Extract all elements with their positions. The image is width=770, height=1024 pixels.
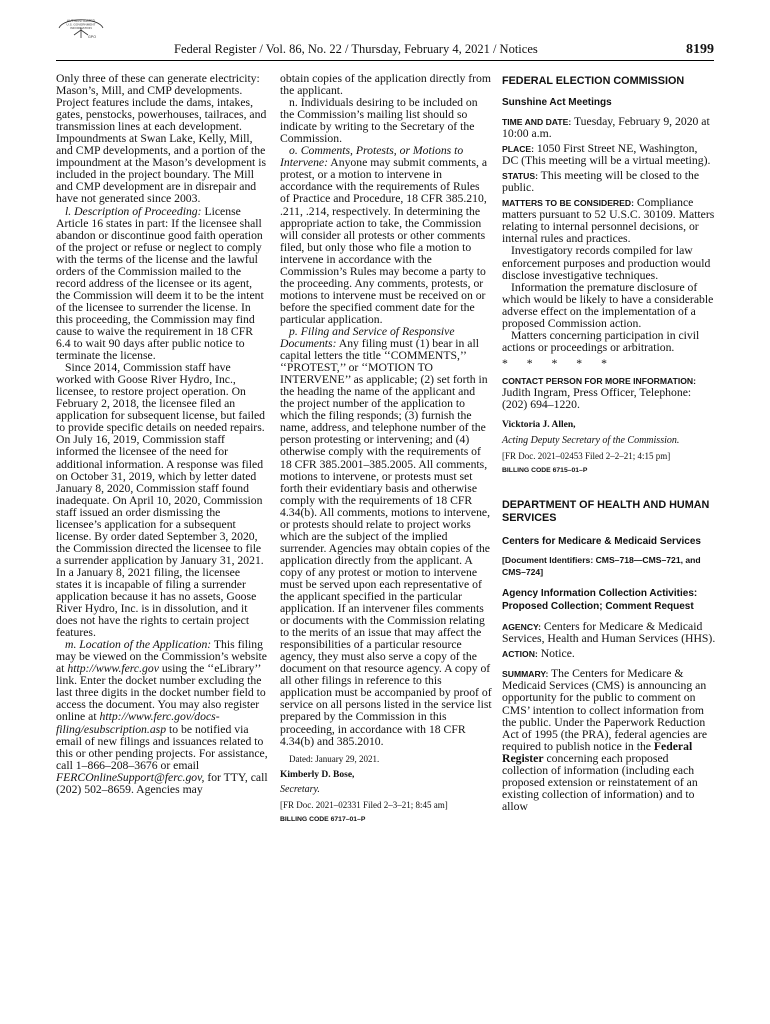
paragraph: Information the premature disclosure of which would be likely to have a considerable adverse effect on the implementation of a proposed Commission action. [502, 280, 714, 330]
time-and-date [502, 116, 716, 140]
item-text: Any filing must (1) bear in all capital letters the title ‘‘COMMENTS,’’ ‘‘PROTEST,’’ or ‘‘MOTION TO INTERVENE’’ as applicable; (2) set forth in the heading the name of the applicant and the project number of the application to which the filing responds; (3) furnish the name, address, and telephone number of the person protesting or intervening; and (4) otherwise comply with the requirements of 18 CFR 385.2001–385.2005. All comments, motions to intervene, or protests must set forth their evidentiary basis and otherwise comply with the requirements of 18 CFR 4.34(b). All comments, motions to intervene, or protests should relate to project works which are the subject of the implied surrender. Agencies may obtain copies of the application directly from the applicant. A copy of any protest or motion to intervene must be served upon each representative of the applicant specified in the particular application. If an intervener files comments or documents with the Commission relating to the merits of an issue that may affect the responsibilities of a particular resource agency, they must also serve a copy of the document on that resource agency. A copy of all other filings in reference to this application must be accompanied by proof of service on all persons listed in the service list prepared by the Commission in this proceeding, in accordance with 18 CFR 4.34(b) and 385.2010. [280, 337, 492, 748]
item-text: for TTY, call (202) 502–8659. Agencies may [56, 770, 268, 796]
field-value: This meeting will be closed to the public. [502, 169, 700, 195]
item-text: This filing may be viewed on the Commission’s website at [56, 638, 267, 676]
paragraph: Matters concerning participation in civil actions or proceedings or arbitration. [502, 328, 700, 354]
email-link[interactable]: FERCOnlineSupport@ferc.gov, [56, 770, 205, 784]
item-text: using the ‘‘eLibrary’’ link. Enter the docket number excluding the last three digits in the docket number field to access the document. You may also register online at [56, 662, 266, 724]
field-value: Centers for Medicare & Medicaid Services, Health and Human Services (HHS). [502, 620, 716, 646]
ellipsis-stars: * * * * * [502, 356, 607, 370]
svg-text:INFORMATION: INFORMATION [70, 26, 92, 30]
field-label: STATUS: [502, 171, 538, 182]
paragraph-m [56, 639, 268, 796]
contact-label: CONTACT PERSON FOR MORE INFORMATION: [502, 375, 696, 386]
field-label: PLACE: [502, 144, 534, 155]
svg-text:U.S. GOVERNMENT: U.S. GOVERNMENT [66, 22, 96, 27]
item-label: o. Comments, Protests, or Motions to Intervene: [280, 144, 464, 170]
paragraph-o [280, 145, 492, 326]
column-1 [56, 73, 268, 796]
running-head-text: Federal Register / Vol. 86, No. 22 / Thursday, February 4, 2021 / Notices [174, 42, 538, 56]
summary-field [502, 668, 716, 813]
field-value: concerning each proposed collection of information (including each proposed extension or reinstatement of an existing collection of information) and to allow [502, 751, 698, 813]
field-value: The Centers for Medicare & Medicaid Services (CMS) is announcing an opportunity for the public to comment on CMS’ intention to collect information from the public. Under the Paperwork Reduction Act of 1995 (the PRA), federal agencies are required to publish notice in the [502, 667, 708, 753]
fr-doc-line: [FR Doc. 2021–02331 Filed 2–3–21; 8:45 am] [280, 799, 448, 810]
signer-title: Acting Deputy Secretary of the Commission. [502, 435, 680, 447]
field-label: AGENCY: [502, 622, 541, 633]
field-label: TIME AND DATE: [502, 117, 572, 127]
field-value: Tuesday, February 9, 2020 at 10:00 a.m. [502, 115, 710, 141]
fr-doc-line: [FR Doc. 2021–02453 Filed 2–2–21; 4:15 pm] [502, 451, 671, 462]
billing-code: BILLING CODE 6715–01–P [502, 467, 588, 475]
field-value: Notice. [537, 647, 575, 661]
federal-register-ref: Federal Register [502, 739, 693, 765]
subject-heading: Agency Information Collection Activities: Proposed Collection; Comment Request [502, 588, 698, 613]
signer-title: Secretary. [280, 783, 320, 795]
field-value: 1050 First Street NE, Washington, DC (This meeting will be a virtual meeting). [502, 142, 711, 168]
status [502, 170, 716, 194]
item-text: License Article 16 states in part: If the licensee shall abandon or discontinue good faith operation of the project or refuse or neglect to comply with the terms of the license and the lawful orders of the Commission mailed to the record address of the licensee or its agent, the Commission will deem it to be the intent of the licensee to surrender the license. In this proceeding, the Commission may find cause to waive the requirement in 18 CFR 6.4 to wait 90 days after public notice to terminate the license. [56, 204, 264, 363]
signer-name: Kimberly D. Bose, [280, 769, 355, 780]
paragraph: Since 2014, Commission staff have worked with Goose River Hydro, Inc., licensee, to restore project operation. On February 2, 2018, the licensee filed an application for subsequent license, but failed to provide specific details on needed repairs. On July 16, 2019, Commission staff informed the licensee of the need for additional information. A response was filed on October 31, 2019, which by letter dated January 8, 2020, Commission staff found inadequate. On April 10, 2020, Commission staff issued an order dismissing the licensee’s application for a subsequent license. By order dated September 3, 2020, the Commission directed the licensee to file a surrender application by January 31, 2021. In a January 8, 2021 filing, the licensee states it is incapable of filing a surrender application because it has no assets, Goose River Hydro, Inc. is in dissolution, and it does not have the rights to certain project features. [56, 361, 266, 640]
paragraph: Investigatory records compiled for law enforcement purposes and production would disclose investigative techniques. [502, 244, 711, 282]
paragraph: obtain copies of the application directly from the applicant. [280, 72, 491, 98]
item-text: Anyone may submit comments, a protest, or a motion to intervene in accordance with the requirements of Rules of Practice and Procedure, 18 CFR 385.210, .211, .214, respectively. In determining the appropriate action to take, the Commission will consider all protests or other comments filed, but only those who file a motion to intervene in accordance with the Commission’s Rules may become a party to the proceeding. Any comments, protests, or motions to intervene must be received on or before the specified comment date for the particular application. [280, 156, 488, 326]
item-label: m. Location of the Application: [65, 638, 212, 652]
url-link[interactable]: http://www.ferc.gov/docs-filing/esubscription.asp [56, 710, 220, 736]
field-value: Compliance matters pursuant to 52 U.S.C. 30109. Matters relating to internal personnel decisions, or internal rules and practices. [502, 196, 715, 246]
item-label: p. Filing and Service of Responsive Documents: [280, 324, 455, 351]
place [502, 143, 716, 167]
document-identifiers: [Document Identifiers: CMS–718—CMS–721, and CMS–724] [502, 555, 701, 577]
field-label: SUMMARY: [502, 669, 549, 680]
contact-text: Judith Ingram, Press Officer, Telephone: (202) 694–1220. [502, 385, 692, 412]
signer-name: Vicktoria J. Allen, [502, 420, 576, 431]
paragraph: Only three of these can generate electricity: Mason’s, Mill, and CMP developments. Project features include the dams, intakes, gates, penstocks, powerhouses, tailraces, and transmission lines at each development. Impoundments at Swan Lake, Kelly, Mill, and CMP developments, and a portion of the impoundment at the Mason’s development is included in the project boundary. The Mill and CMP development are in disrepair and have not generated since 2003. [56, 72, 267, 206]
column-3 [502, 73, 716, 813]
column-2 [280, 73, 492, 826]
item-label: l. Description of Proceeding: [65, 204, 202, 218]
url-link[interactable]: http://www.ferc.gov [67, 662, 159, 676]
field-label: MATTERS TO BE CONSIDERED: [502, 198, 634, 209]
dated-line: Dated: January 29, 2021. [289, 753, 380, 764]
header-rule [56, 60, 714, 61]
paragraph-p [280, 326, 492, 748]
svg-text:GPO: GPO [88, 35, 96, 39]
paragraph-n: n. Individuals desiring to be included on the Commission’s mailing list should so indicate by writing to the Secretary of the Commission. [280, 96, 478, 146]
running-header [56, 42, 714, 60]
field-label: ACTION: [502, 649, 538, 660]
item-text: to be notified via email of new filings and issuances related to this or other pending projects. For assistance, call 1–866–208–3676 or email [56, 722, 268, 772]
agency-heading: DEPARTMENT OF HEALTH AND HUMAN SERVICES [502, 499, 710, 525]
matters-considered [502, 197, 716, 245]
gpo-authenticated-logo [56, 14, 106, 40]
sub-agency-heading: Centers for Medicare & Medicaid Services [502, 536, 701, 548]
action-field [502, 648, 716, 660]
agency-field [502, 621, 716, 645]
paragraph-l [56, 206, 268, 363]
agency-heading: FEDERAL ELECTION COMMISSION [502, 75, 685, 87]
svg-text:AUTHENTICATED: AUTHENTICATED [66, 19, 96, 23]
section-heading: Sunshine Act Meetings [502, 97, 612, 108]
billing-code: BILLING CODE 6717–01–P [280, 815, 366, 823]
page-number: 8199 [686, 42, 714, 57]
